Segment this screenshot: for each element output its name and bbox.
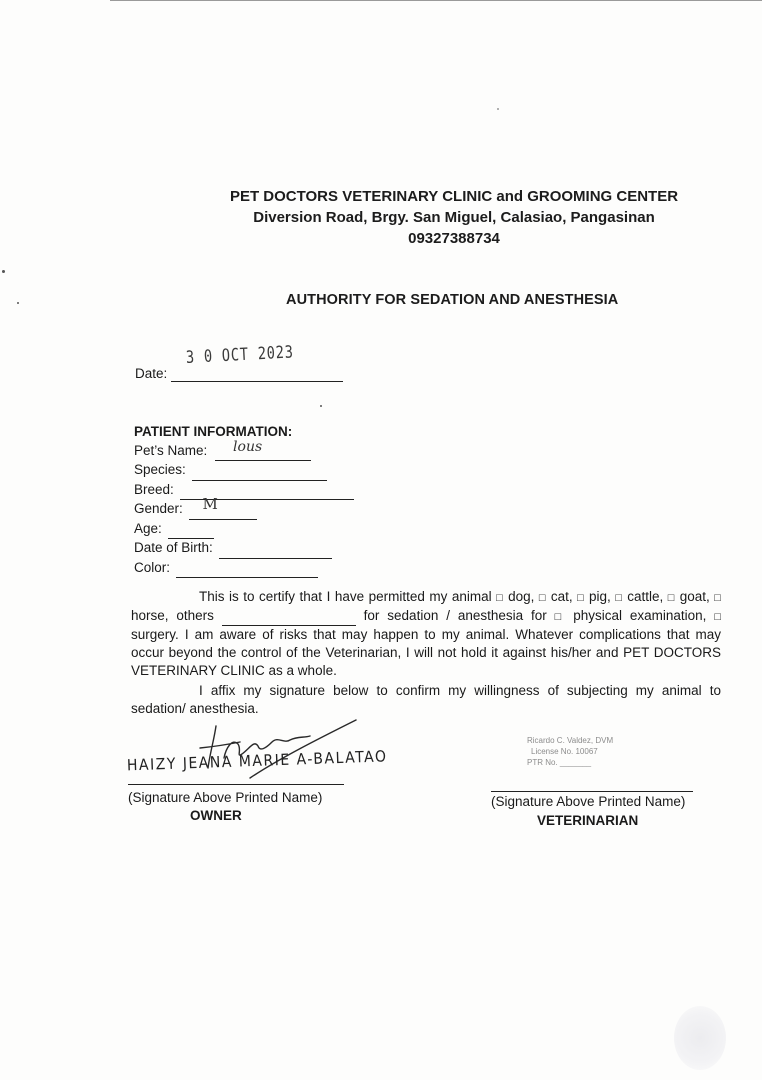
checkbox-pig[interactable]: □: [577, 592, 585, 604]
color-field[interactable]: [176, 559, 318, 579]
field-pet-name: [134, 438, 354, 462]
clinic-header: [0, 186, 762, 249]
species-label: Species:: [134, 462, 186, 477]
date-row: [135, 366, 343, 382]
clinic-name: PET DOCTORS VETERINARY CLINIC and GROOMING CENTER: [229, 188, 679, 205]
consent-paragraph-2: I affix my signature below to confirm my willingness of subjecting my animal to sedation/ anesthesia.: [131, 683, 721, 716]
scan-speck: [2, 270, 5, 273]
field-age: [134, 520, 354, 540]
field-date-of-birth: [134, 539, 354, 559]
veterinarian-stamp: [527, 735, 613, 768]
owner-signature-caption: (Signature Above Printed Name): [128, 790, 323, 805]
field-breed: [134, 481, 354, 501]
field-gender: [134, 495, 354, 520]
vet-stamp-name: Ricardo C. Valdez, DVM: [527, 736, 614, 745]
species-field[interactable]: [192, 461, 327, 481]
checkbox-dog[interactable]: □: [496, 592, 504, 604]
owner-printed-name: HAIZY JEANA MARIE A-BALATAO: [126, 748, 388, 775]
age-label: Age:: [134, 520, 162, 536]
field-color: [134, 559, 354, 579]
consent-paragraph-1: This is to certify that I have permitted my animal □ dog, □ cat, □ pig, □ cattle, □ goat, □ horse, others for sedation / anesthesia for □ physical examination, □ surgery. I am aware of risks that may happen to my animal. Whatever complications that may occur beyond the control of the Veterinarian, I will not hold it against his/her and PET DOCTORS VETERINARY CLINIC as a whole.: [131, 589, 721, 678]
age-field[interactable]: [168, 520, 214, 540]
scan-speck: [320, 405, 322, 407]
gender-value: M: [202, 495, 218, 513]
vet-stamp-license: License No. 10067: [531, 747, 598, 756]
others-field[interactable]: [222, 607, 356, 626]
date-of-birth-label: Date of Birth:: [134, 540, 213, 555]
checkbox-cat[interactable]: □: [538, 592, 547, 604]
checkbox-physical-exam[interactable]: □: [554, 611, 566, 623]
date-field-line[interactable]: [171, 366, 343, 382]
breed-label: Breed:: [134, 481, 174, 497]
gender-field[interactable]: [189, 495, 257, 520]
clinic-phone: 09327388734: [408, 230, 500, 247]
color-label: Color:: [134, 559, 171, 575]
patient-heading: PATIENT INFORMATION:: [134, 424, 293, 439]
date-of-birth-field[interactable]: [219, 539, 332, 559]
checkbox-surgery[interactable]: □: [714, 611, 721, 623]
checkbox-cattle[interactable]: □: [615, 592, 623, 604]
consent-text: [131, 588, 721, 718]
owner-role-label: OWNER: [190, 808, 242, 823]
veterinarian-signature-caption: (Signature Above Printed Name): [491, 794, 686, 809]
date-label: Date:: [135, 366, 168, 381]
scan-edge-line: [110, 0, 762, 1]
pet-name-label: Pet’s Name:: [134, 442, 208, 458]
veterinarian-signature-line[interactable]: [491, 791, 693, 792]
checkbox-goat[interactable]: □: [667, 592, 676, 604]
veterinarian-role-label: VETERINARIAN: [537, 813, 639, 828]
owner-signature-line[interactable]: [128, 784, 344, 785]
patient-information: [134, 423, 354, 578]
pet-name-value: lous: [233, 438, 263, 455]
gender-label: Gender:: [134, 501, 183, 516]
scan-speck: [497, 108, 499, 110]
checkbox-horse[interactable]: □: [714, 592, 721, 604]
document-title: AUTHORITY FOR SEDATION AND ANESTHESIA: [286, 292, 619, 308]
vet-stamp-ptr: PTR No. _______: [527, 758, 592, 767]
pet-name-field[interactable]: [215, 438, 311, 462]
field-species: [134, 461, 354, 481]
date-stamp-value: 3 0 OCT 2023: [185, 342, 295, 368]
scan-speck: [17, 302, 19, 304]
clinic-address: Diversion Road, Brgy. San Miguel, Calasiao, Pangasinan: [253, 209, 655, 226]
embossed-seal: [674, 1006, 726, 1070]
